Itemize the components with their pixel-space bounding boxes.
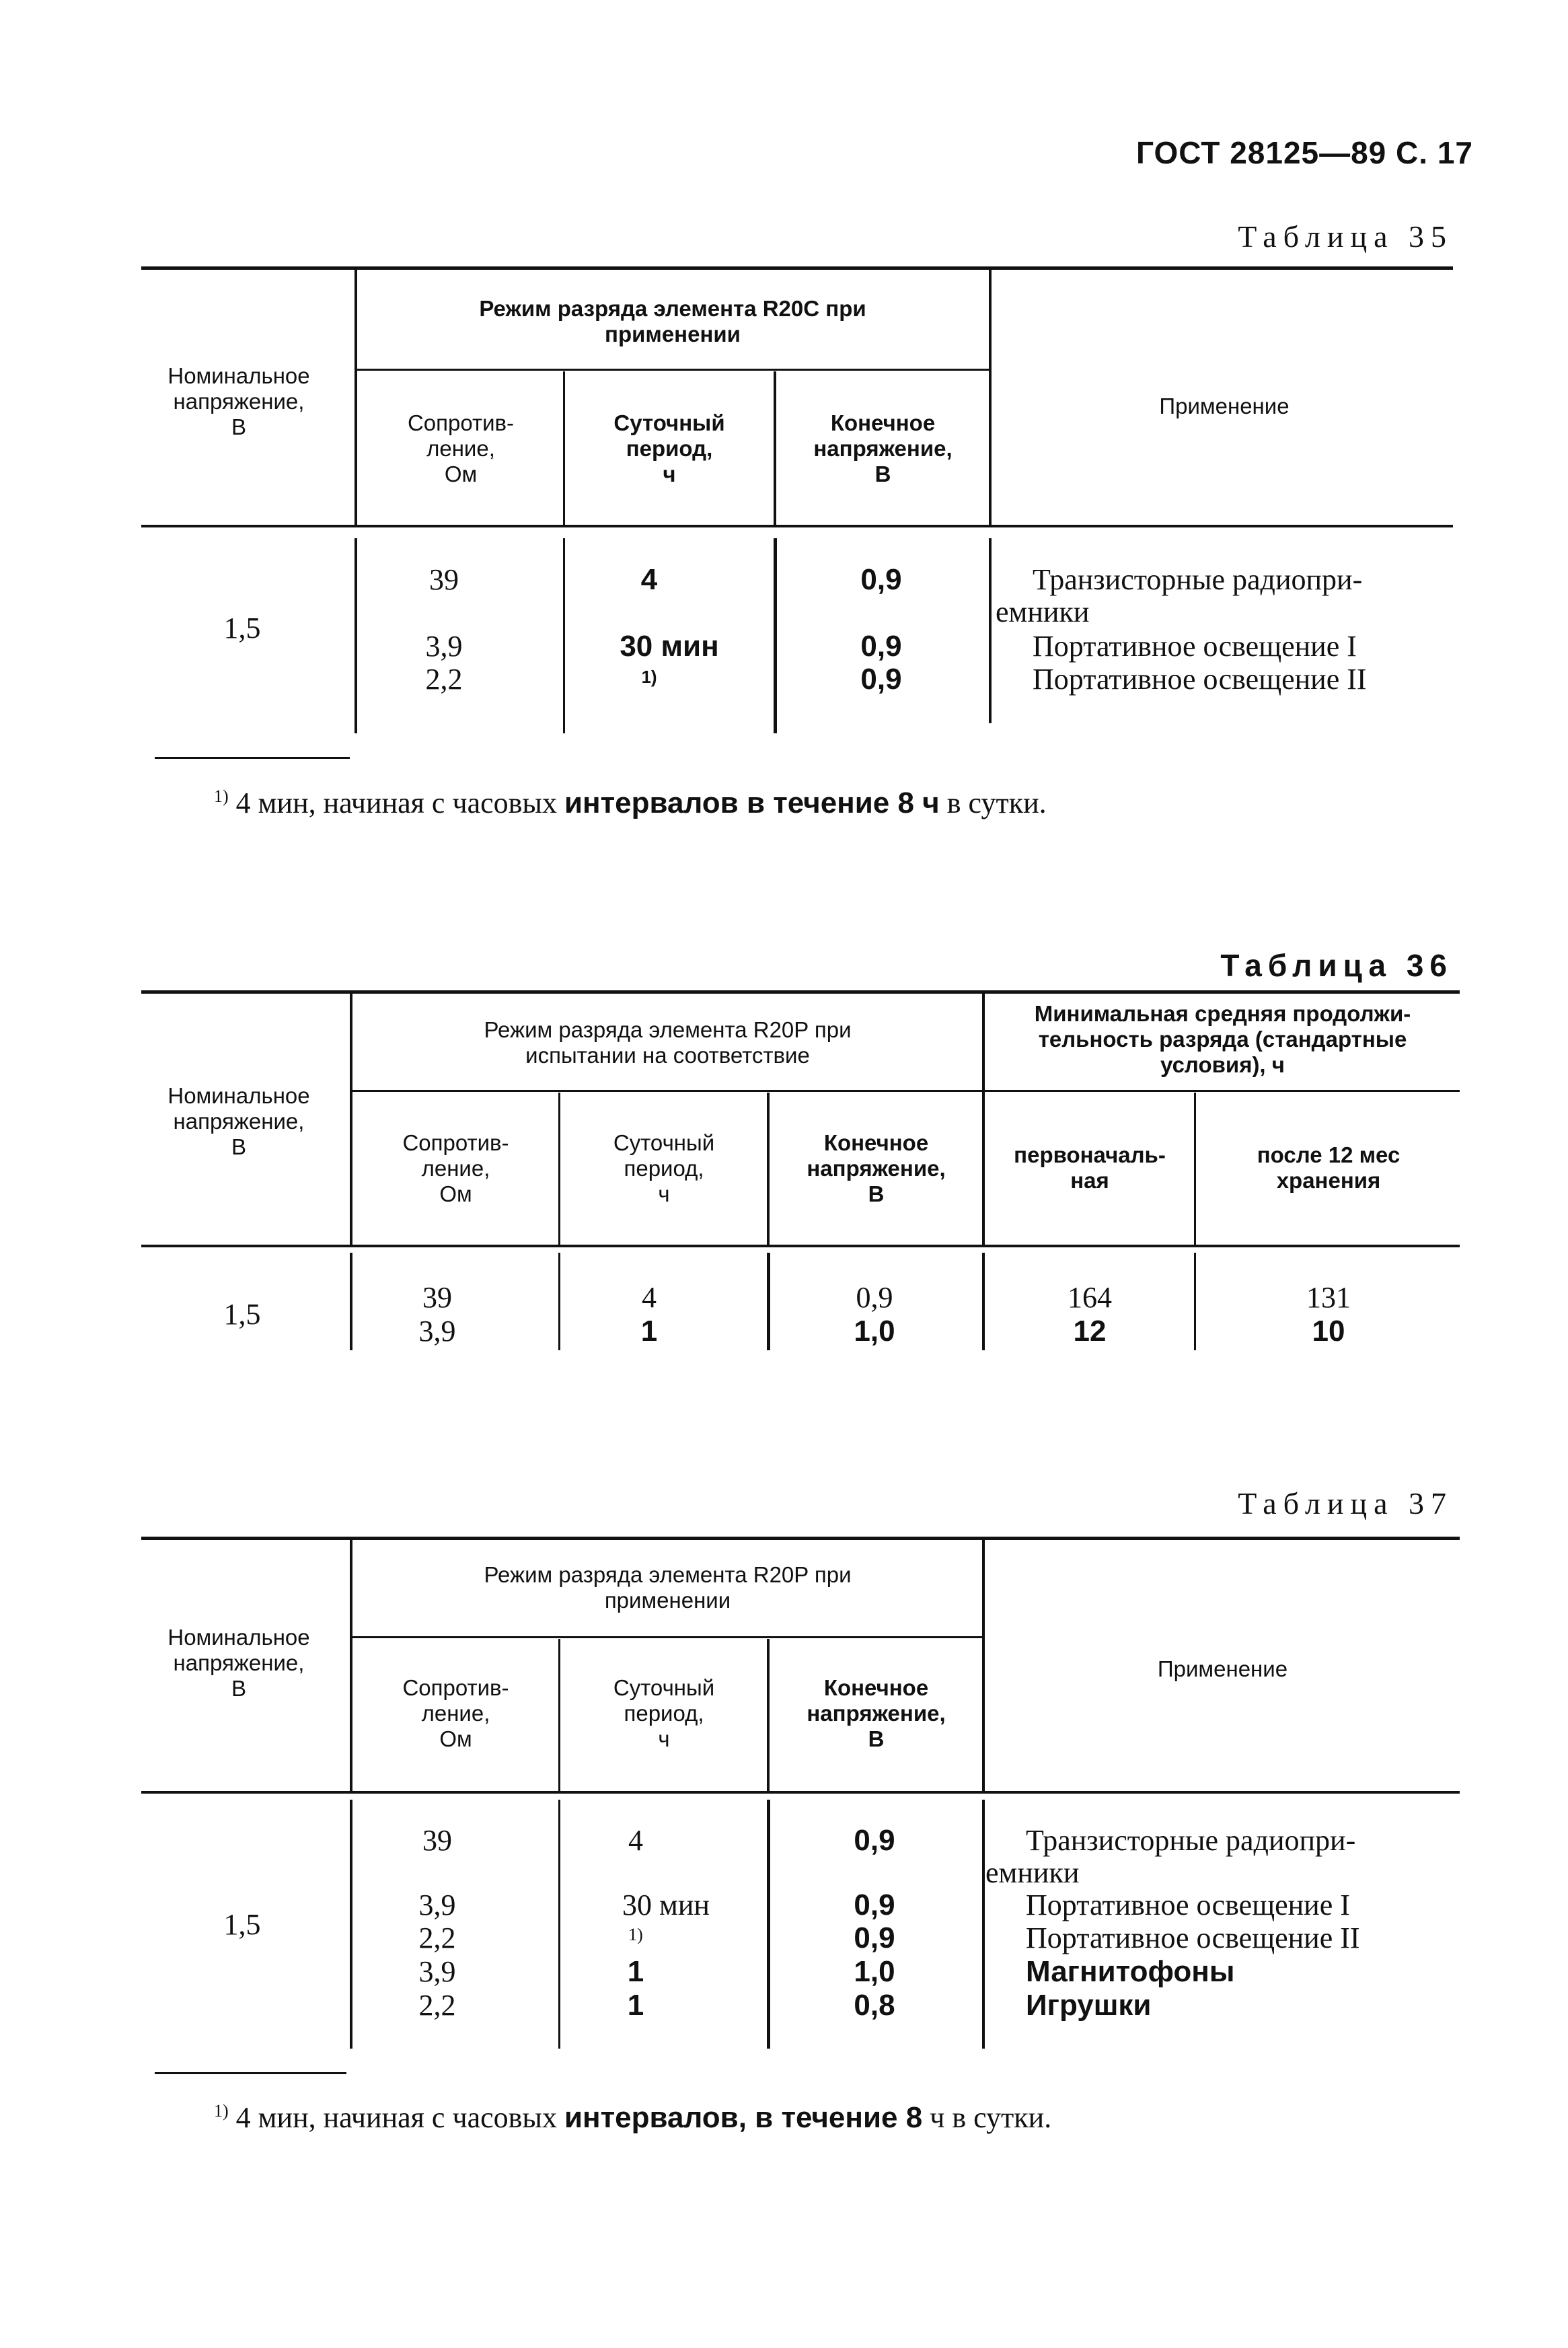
table-36-col-final: Конечное напряжение, В [807, 1130, 946, 1206]
table-36-group-rule [351, 1090, 1460, 1092]
table-35-col-final: Конечное напряжение, В [813, 410, 953, 486]
table-37-resistance: 39 [422, 1824, 452, 1857]
table-36-after: 10 [1312, 1315, 1345, 1348]
table-35-resistance: 2,2 [425, 663, 463, 696]
table-36-vline [1194, 1093, 1196, 1245]
table-35-application-cont: емники [996, 595, 1090, 628]
table-35-resistance: 3,9 [425, 630, 463, 663]
table-35-vline [774, 371, 776, 525]
table-35-group-rule [354, 369, 990, 371]
table-37-final: 0,9 [854, 1921, 895, 1954]
table-35-vline [989, 269, 992, 525]
table-37-vline [767, 1639, 770, 1791]
table-37-final: 1,0 [854, 1955, 895, 1988]
table-35-final: 0,9 [860, 563, 902, 596]
table-36-col-nominal: Номинальное напряжение, В [167, 1083, 310, 1159]
table-35-vline [774, 538, 777, 733]
table-36-vline [350, 993, 352, 1245]
table-37-vline [767, 1800, 770, 2049]
table-37-application: Магнитофоны [1026, 1955, 1235, 1988]
table-35-col-period: Суточный период, ч [613, 410, 725, 486]
table-36-header-rule [141, 1245, 1460, 1247]
table-37-period: 4 [628, 1824, 643, 1857]
table-37-period: 1 [627, 1955, 644, 1988]
table-37-application: Игрушки [1026, 1989, 1152, 2022]
table-35-footnote: $^{1)}$ 4 мин, начиная с часовых интервалов в течение 8 ч в сутки. [214, 786, 1047, 819]
table-36-initial: 12 [1073, 1315, 1107, 1348]
table-36-vline [558, 1093, 560, 1245]
table-37-top-rule [141, 1537, 1460, 1540]
table-37-final: 0,8 [854, 1989, 895, 2022]
table-37-col-final: Конечное напряжение, В [807, 1675, 946, 1751]
table-36-col-after: после 12 мес хранения [1257, 1142, 1401, 1193]
table-37-resistance: 2,2 [418, 1921, 456, 1954]
table-35-period-footnote-ref: 1) [641, 667, 657, 687]
table-37-col-nominal: Номинальное напряжение, В [167, 1625, 310, 1701]
table-37-group-rule [351, 1636, 983, 1638]
table-37-resistance: 2,2 [418, 1989, 456, 2022]
table-37-application-cont: емники [985, 1856, 1080, 1889]
footnote-mark: 1) [214, 2101, 229, 2121]
table-35-footnote-rule [155, 757, 350, 759]
table-36-resistance: 39 [422, 1281, 452, 1314]
table-36-final: 0,9 [856, 1281, 893, 1314]
table-37-vline [350, 1539, 352, 1791]
table-36-col-resistance: Сопротив- ление, Ом [402, 1130, 509, 1206]
table-36-vline [982, 1253, 985, 1350]
table-35-application: Портативное освещение II [1033, 663, 1367, 696]
table-36-title: Таблица 36 [1220, 948, 1453, 983]
table-37-period: 30 мин [622, 1888, 710, 1921]
table-35-title: Таблица 35 [1238, 219, 1453, 254]
table-36-after: 131 [1306, 1281, 1351, 1314]
table-35-resistance: 39 [429, 563, 459, 596]
table-37-nominal: 1,5 [223, 1908, 261, 1941]
table-37-final: 0,9 [854, 1888, 895, 1921]
table-35-vline [354, 269, 357, 525]
table-37-final: 0,9 [854, 1824, 895, 1857]
table-36-vline [1194, 1253, 1196, 1350]
table-37-application: Портативное освещение I [1026, 1888, 1350, 1921]
footnote-mark: 1) [214, 786, 229, 806]
table-36-vline [982, 993, 985, 1245]
page-header: ГОСТ 28125—89 С. 17 [1135, 135, 1473, 170]
table-36-vline [558, 1253, 560, 1350]
table-36-final: 1,0 [854, 1315, 895, 1348]
table-37-title: Таблица 37 [1238, 1486, 1453, 1520]
table-35-header-rule [141, 525, 1453, 527]
table-37-group-header: Режим разряда элемента R20P при применении [484, 1562, 852, 1613]
table-36-group-header-duration: Минимальная средняя продолжи- тельность разряда (стандартные условия), ч [1034, 1001, 1411, 1077]
table-35-col-nominal: Номинальное напряжение, В [167, 363, 310, 439]
table-35-period: 30 мин [620, 630, 719, 663]
table-35-vline [563, 538, 565, 733]
table-37-footnote-rule [155, 2072, 346, 2074]
table-37-header-rule [141, 1791, 1460, 1794]
table-37-vline [558, 1639, 560, 1791]
table-35-col-application: Применение [1159, 394, 1290, 418]
table-35-period: 4 [640, 563, 658, 596]
table-37-resistance: 3,9 [418, 1888, 456, 1921]
table-36-resistance: 3,9 [418, 1315, 456, 1348]
table-37-vline [982, 1539, 985, 1791]
table-36-vline [350, 1253, 352, 1350]
table-37-col-resistance: Сопротив- ление, Ом [402, 1675, 509, 1751]
table-36-top-rule [141, 990, 1460, 994]
table-37-resistance: 3,9 [418, 1955, 456, 1988]
table-36-group-header: Режим разряда элемента R20P при испытании на соответствие [484, 1017, 852, 1068]
table-36-initial: 164 [1068, 1281, 1112, 1314]
table-37-vline [350, 1800, 352, 2049]
table-37-period-footnote-ref: 1) [628, 1925, 643, 1944]
table-37-vline [982, 1800, 985, 2049]
table-35-final: 0,9 [860, 630, 902, 663]
table-35-final: 0,9 [860, 663, 902, 696]
table-35-group-header: Режим разряда элемента R20C при применении [479, 296, 866, 346]
table-36-col-period: Суточный период, ч [613, 1130, 715, 1206]
table-36-period: 4 [642, 1281, 657, 1314]
table-36-vline [767, 1253, 770, 1350]
table-37-col-application: Применение [1157, 1656, 1288, 1681]
table-37-vline [558, 1800, 560, 2049]
table-37-application: Портативное освещение II [1026, 1921, 1360, 1954]
table-36-nominal: 1,5 [223, 1298, 261, 1331]
table-36-vline [767, 1093, 770, 1245]
table-35-col-resistance: Сопротив- ление, Ом [407, 410, 515, 486]
table-37-period: 1 [627, 1989, 644, 2022]
table-35-vline [354, 538, 357, 733]
table-35-nominal: 1,5 [223, 612, 261, 645]
table-35-application: Транзисторные радиопри- [1033, 563, 1363, 596]
table-37-footnote: $^{1)}$ 4 мин, начиная с часовых интервалов, в течение 8 ч в сутки. [214, 2101, 1052, 2134]
table-35-application: Портативное освещение I [1033, 630, 1357, 663]
table-35-vline [563, 371, 565, 525]
table-36-period: 1 [640, 1315, 658, 1348]
table-37-col-period: Суточный период, ч [613, 1675, 715, 1751]
table-36-col-initial: первоначаль- ная [1014, 1142, 1166, 1193]
table-37-application: Транзисторные радиопри- [1026, 1824, 1356, 1857]
table-35-top-rule [141, 266, 1453, 270]
table-35-vline [989, 538, 992, 723]
